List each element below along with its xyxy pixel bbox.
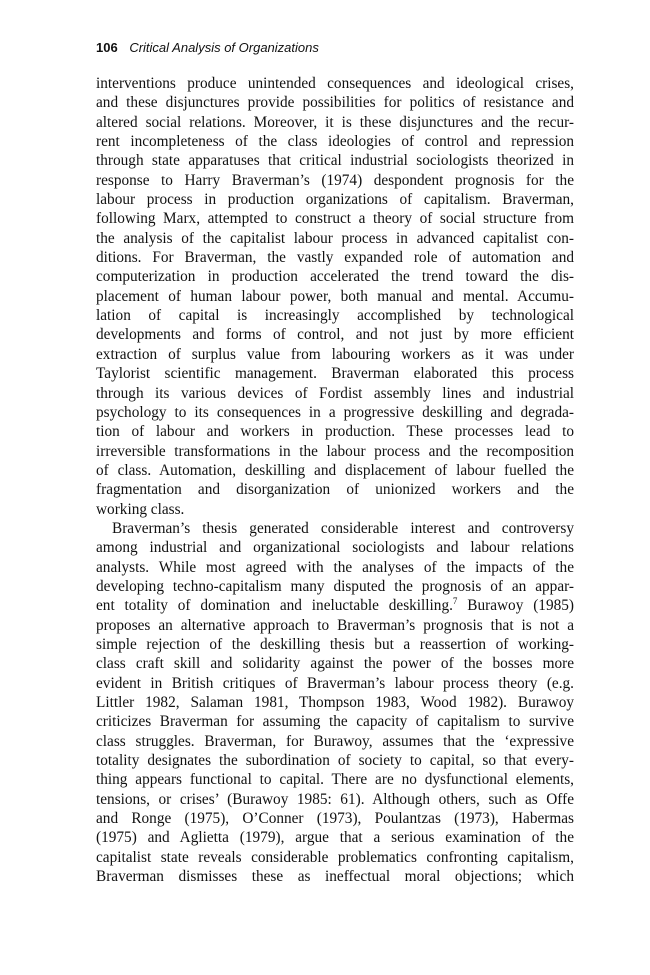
footnote-marker[interactable]: 7 bbox=[452, 596, 458, 607]
text-line: response to Harry Braverman’s (1974) despondent prognosis for the bbox=[96, 171, 574, 189]
text-line: altered social relations. Moreover, it is these disjunctures and the recur- bbox=[96, 113, 574, 131]
text-line: criticizes Braverman for assuming the capacity of capitalism to survive bbox=[96, 713, 574, 731]
text-line: extraction of surplus value from labouring workers as it was under bbox=[96, 345, 574, 363]
text-line: class craft skill and solidarity against the power of the bosses more bbox=[96, 655, 574, 673]
text-line: fragmentation and disorganization of unionized workers and the bbox=[96, 481, 574, 499]
text-line: interventions produce unintended consequences and ideological crises, bbox=[96, 75, 574, 92]
text-line: Littler 1982, Salaman 1981, Thompson 1983, Wood 1982). Burawoy bbox=[96, 694, 574, 711]
text-line: among industrial and organizational sociologists and labour relations bbox=[96, 539, 574, 557]
text-line: and Ronge (1975), O’Conner (1973), Poulantzas (1973), Habermas bbox=[96, 810, 574, 828]
text-line: Braverman’s thesis generated considerable interest and controversy bbox=[112, 519, 574, 537]
text-line: psychology to its consequences in a progressive deskilling and degrada- bbox=[96, 403, 574, 421]
page-number: 106 bbox=[96, 40, 118, 55]
text-line: capitalist state reveals considerable problematics confronting capitalism, bbox=[96, 848, 574, 866]
text-line: through state apparatuses that critical industrial sociologists theorized in bbox=[96, 152, 574, 170]
text-line: the analysis of the capitalist labour process in advanced capitalist con- bbox=[96, 229, 574, 247]
text-line: placement of human labour power, both manual and mental. Accumu- bbox=[96, 287, 574, 305]
text-line: proposes an alternative approach to Braverman’s prognosis that is not a bbox=[96, 616, 574, 634]
text-line: developing techno-capitalism many disputed the prognosis of an appar- bbox=[96, 577, 574, 595]
text-line: analysts. While most agreed with the analyses of the impacts of the bbox=[96, 558, 574, 576]
running-title: Critical Analysis of Organizations bbox=[129, 40, 319, 55]
text-line: computerization in production accelerated the trend toward the dis- bbox=[96, 268, 574, 286]
text-line: through its various devices of Fordist assembly lines and industrial bbox=[96, 384, 574, 402]
text-line: Taylorist scientific management. Braverman elaborated this process bbox=[96, 365, 574, 383]
text-line: evident in British critiques of Braverman’s labour process theory (e.g. bbox=[96, 674, 574, 692]
text-line: thing appears functional to capital. There are no dysfunctional elements, bbox=[96, 771, 574, 789]
text-line: tensions, or crises’ (Burawoy 1985: 61). Although others, such as Offe bbox=[96, 790, 574, 808]
text-line: developments and forms of control, and not just by more efficient bbox=[96, 326, 574, 344]
text-line: totality designates the subordination of society to capital, so that every- bbox=[96, 752, 574, 770]
text-line: following Marx, attempted to construct a theory of social structure from bbox=[96, 210, 574, 228]
running-header bbox=[96, 40, 574, 58]
text-line: lation of capital is increasingly accomplished by technological bbox=[96, 307, 574, 325]
book-page bbox=[96, 40, 574, 886]
text-line-with-note bbox=[96, 596, 574, 615]
text-line: class struggles. Braverman, for Burawoy, assumes that the ‘expressive bbox=[96, 732, 574, 750]
text-line: rent incompleteness of the class ideologies of control and repression bbox=[96, 133, 574, 151]
text-line: Braverman dismisses these as ineffectual moral objections; which bbox=[96, 868, 574, 886]
paragraph-1 bbox=[96, 74, 574, 519]
paragraph-2 bbox=[96, 519, 574, 887]
body-text bbox=[96, 74, 574, 886]
text-line: ditions. For Braverman, the vastly expanded role of automation and bbox=[96, 249, 574, 267]
text-line: (1975) and Aglietta (1979), argue that a serious examination of the bbox=[96, 829, 574, 847]
text-line: of class. Automation, deskilling and displacement of labour fuelled the bbox=[96, 461, 574, 479]
text-line: tion of labour and workers in production. These processes lead to bbox=[96, 423, 574, 441]
text-line: simple rejection of the deskilling thesis but a reassertion of working- bbox=[96, 635, 574, 653]
text-line: working class. bbox=[96, 500, 185, 518]
text-line: labour process in production organizations of capitalism. Braverman, bbox=[96, 191, 574, 209]
text-segment: Burawoy (1985) bbox=[457, 597, 574, 615]
text-line: irreversible transformations in the labour process and the recomposition bbox=[96, 442, 574, 460]
text-segment: ent totality of domination and ineluctable deskilling. bbox=[96, 597, 453, 615]
text-line: and these disjunctures provide possibilities for politics of resistance and bbox=[96, 94, 574, 112]
